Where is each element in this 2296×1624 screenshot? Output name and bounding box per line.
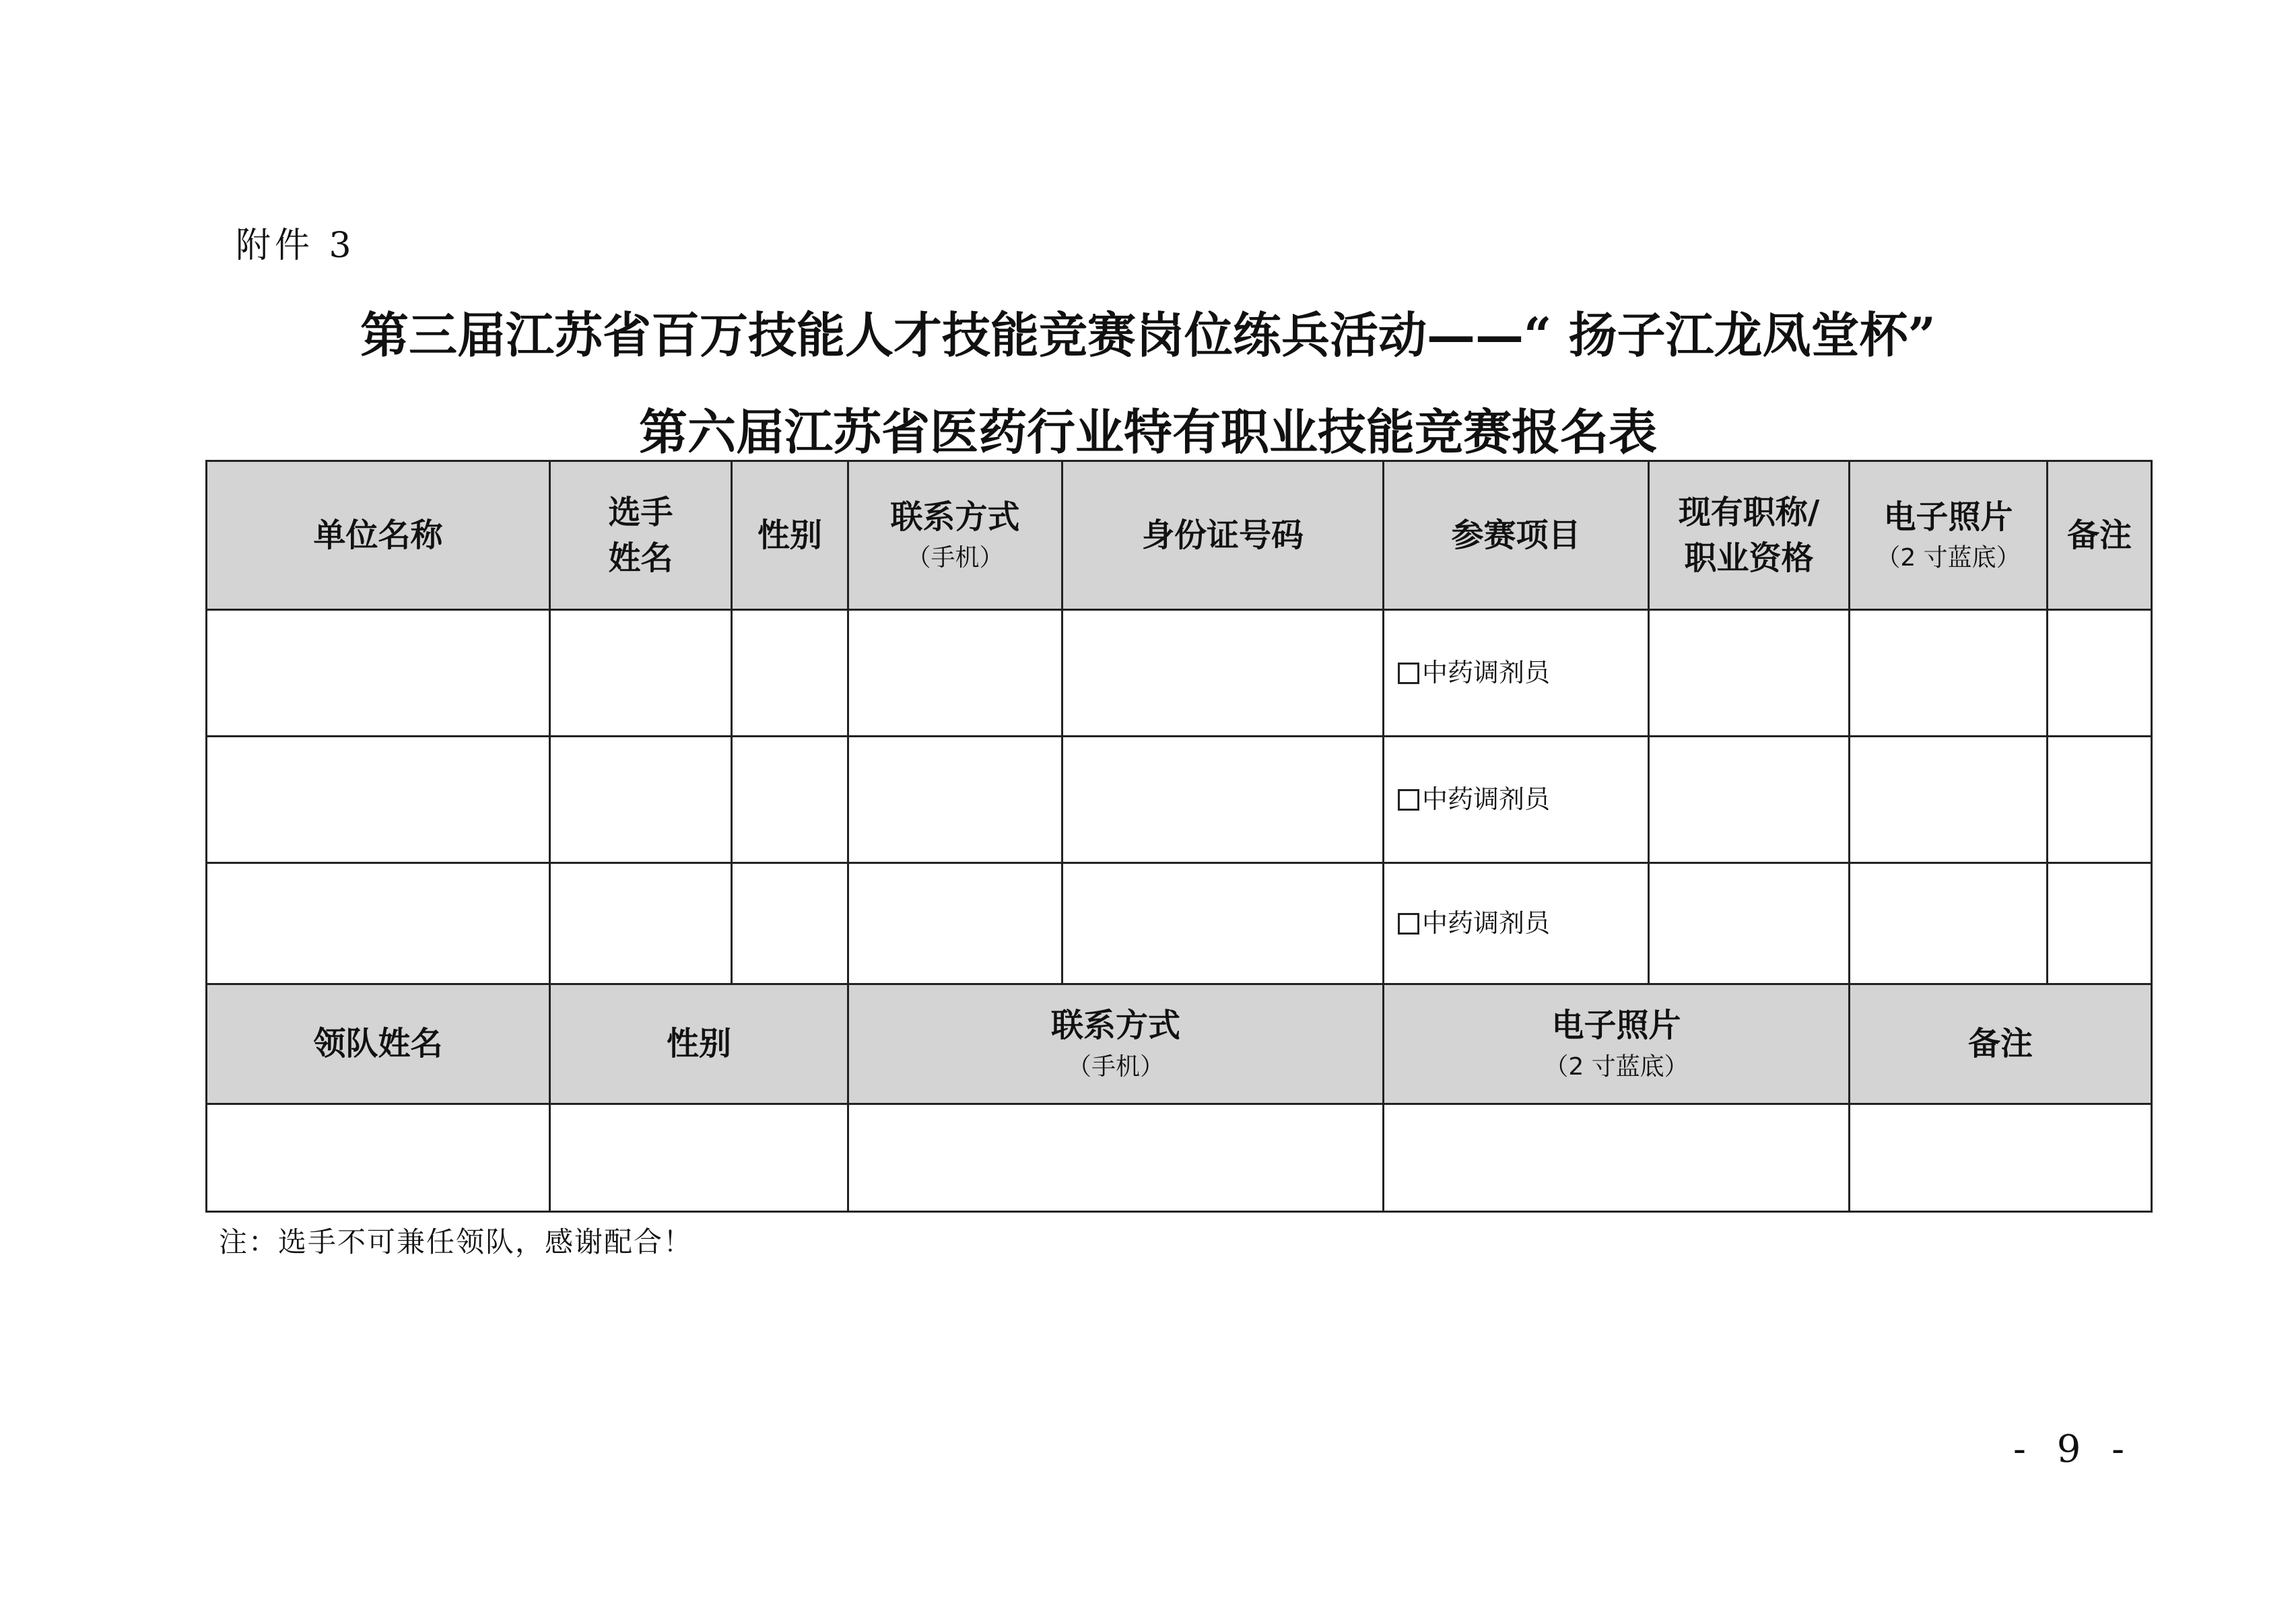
cell-event xyxy=(1384,737,1649,863)
header-leader-contact-line1: 联系方式 xyxy=(1050,1007,1180,1045)
cell-leader-gender[interactable] xyxy=(550,1104,848,1212)
cell-contestant-name[interactable] xyxy=(550,737,732,863)
cell-gender[interactable] xyxy=(732,737,848,863)
header-leader-contact-line2: （手机） xyxy=(1067,1052,1164,1081)
registration-table xyxy=(205,460,2153,1213)
header-remarks: 备注 xyxy=(2048,461,2152,610)
cell-photo[interactable] xyxy=(1850,610,2048,737)
form-title-line-2: 第六届江苏省医药行业特有职业技能竞赛报名表 xyxy=(638,403,1657,461)
cell-remarks[interactable] xyxy=(2048,610,2152,737)
header-event: 参赛项目 xyxy=(1384,461,1649,610)
event-option-label: 中药调剂员 xyxy=(1422,784,1551,814)
header-title-line2: 职业资格 xyxy=(1684,539,1814,577)
event-option-label: 中药调剂员 xyxy=(1422,908,1551,938)
header-title-line1: 现有职称/ xyxy=(1678,493,1820,531)
event-checkbox[interactable] xyxy=(1398,663,1419,684)
footnote: 注：选手不可兼任领队，感谢配合！ xyxy=(219,1225,694,1258)
header-leader-photo-line2: （2 寸蓝底） xyxy=(1544,1052,1689,1081)
cell-id-number[interactable] xyxy=(1062,610,1384,737)
cell-remarks[interactable] xyxy=(2048,863,2152,984)
cell-title-qualification[interactable] xyxy=(1649,610,1850,737)
cell-gender[interactable] xyxy=(732,863,848,984)
cell-leader-contact[interactable] xyxy=(848,1104,1384,1212)
header-leader-photo-line1: 电子照片 xyxy=(1551,1007,1681,1045)
contestant-row xyxy=(207,610,2152,737)
header-leader-photo xyxy=(1384,984,1850,1104)
cell-event xyxy=(1384,863,1649,984)
header-photo xyxy=(1850,461,2048,610)
form-title-line-1: 第三届江苏省百万技能人才技能竞赛岗位练兵活动——“ 扬子江龙凤堂杯” xyxy=(360,306,1936,364)
header-leader-contact xyxy=(848,984,1384,1104)
cell-leader-photo[interactable] xyxy=(1384,1104,1850,1212)
header-id-number: 身份证号码 xyxy=(1062,461,1384,610)
cell-remarks[interactable] xyxy=(2048,737,2152,863)
header-contestant-name-line1: 选手 xyxy=(608,493,673,531)
header-photo-line2: （2 寸蓝底） xyxy=(1876,544,2021,572)
cell-leader-name[interactable] xyxy=(207,1104,550,1212)
leader-row xyxy=(207,1104,2152,1212)
page-number: - 9 - xyxy=(2013,1427,2134,1471)
cell-event xyxy=(1384,610,1649,737)
cell-contact[interactable] xyxy=(848,863,1062,984)
cell-unit-name[interactable] xyxy=(207,863,550,984)
cell-id-number[interactable] xyxy=(1062,737,1384,863)
header-contact xyxy=(848,461,1062,610)
attachment-label: 附件 3 xyxy=(236,226,356,266)
header-title-qualification xyxy=(1649,461,1850,610)
contestant-header-row xyxy=(207,461,2152,610)
cell-gender[interactable] xyxy=(732,610,848,737)
cell-contestant-name[interactable] xyxy=(550,863,732,984)
cell-unit-name[interactable] xyxy=(207,737,550,863)
cell-id-number[interactable] xyxy=(1062,863,1384,984)
leader-header-row xyxy=(207,984,2152,1104)
header-leader-gender: 性别 xyxy=(550,984,848,1104)
cell-contact[interactable] xyxy=(848,737,1062,863)
event-option-label: 中药调剂员 xyxy=(1422,657,1551,687)
event-checkbox[interactable] xyxy=(1398,913,1419,935)
event-checkbox[interactable] xyxy=(1398,789,1419,811)
cell-title-qualification[interactable] xyxy=(1649,863,1850,984)
header-leader-remarks: 备注 xyxy=(1850,984,2152,1104)
cell-contact[interactable] xyxy=(848,610,1062,737)
cell-title-qualification[interactable] xyxy=(1649,737,1850,863)
cell-contestant-name[interactable] xyxy=(550,610,732,737)
header-gender: 性别 xyxy=(732,461,848,610)
header-leader-name: 领队姓名 xyxy=(207,984,550,1104)
header-contestant-name-line2: 姓名 xyxy=(608,539,673,577)
header-contact-line1: 联系方式 xyxy=(890,498,1020,536)
header-unit-name: 单位名称 xyxy=(207,461,550,610)
cell-leader-remarks[interactable] xyxy=(1850,1104,2152,1212)
contestant-row xyxy=(207,863,2152,984)
cell-unit-name[interactable] xyxy=(207,610,550,737)
header-photo-line1: 电子照片 xyxy=(1883,498,2013,536)
header-contestant-name xyxy=(550,461,732,610)
header-contact-line2: （手机） xyxy=(906,544,1004,572)
cell-photo[interactable] xyxy=(1850,737,2048,863)
contestant-row xyxy=(207,737,2152,863)
cell-photo[interactable] xyxy=(1850,863,2048,984)
